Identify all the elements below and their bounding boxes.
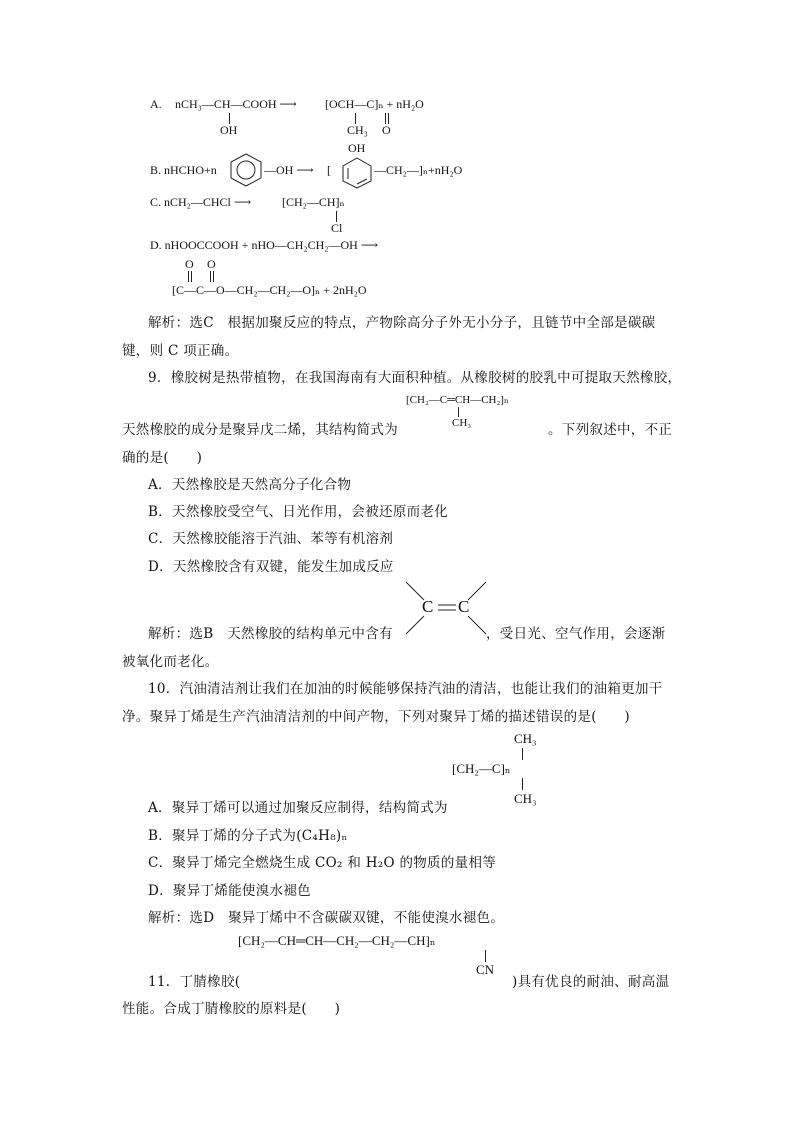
bond-line (522, 748, 523, 760)
option-c: C．天然橡胶能溶于汽油、苯等有机溶剂 (148, 531, 394, 547)
option-b: B．聚异丁烯的分子式为(C₄H₈)ₙ (148, 828, 348, 844)
q8-a-o: O (382, 123, 391, 137)
question-stem: 净。聚异丁烯是生产汽油清洁剂的中间产物，下列对聚异丁烯的描述错误的是( ) (122, 709, 630, 725)
question-stem: 天然橡胶的成分是聚异戊二烯，其结构简式为 (122, 422, 398, 438)
benzene-ring-icon (340, 156, 374, 190)
q8-a-oh: OH (220, 123, 238, 137)
q10-ch3-top: CH₃ (514, 731, 537, 746)
option-d: D．聚异丁烯能使溴水褪色 (148, 883, 311, 899)
q11-cn: CN (476, 962, 495, 977)
cc-left-atom: C (422, 597, 434, 616)
q8-a-ch3: CH₃ (347, 123, 368, 137)
q8-c-product: [CH₂—CH]ₙ (282, 195, 345, 209)
analysis-text: 解析：选C 根据加聚反应的特点，产物除高分子外无小分子，且链节中全部是碳碳 (148, 315, 656, 331)
bond-line (458, 407, 459, 417)
bond-line (485, 950, 486, 962)
q8-a-label: A. (150, 97, 162, 111)
bond-line (191, 271, 192, 282)
q8-b-product-oh: OH (348, 141, 366, 155)
analysis-text: 解析：选B 天然橡胶的结构单元中含有 (148, 626, 393, 642)
option-d: D．天然橡胶含有双键，能发生加成反应 (148, 559, 394, 575)
q11-formula: [CH₂—CH═CH—CH₂—CH₂—CH]ₙ (238, 933, 436, 948)
q10-ch3-bottom: CH₃ (514, 791, 537, 806)
q8-c-label: C. nCH₂—CHCl ⟶ (150, 195, 252, 209)
analysis-text: ，受日光、空气作用，会逐渐 (486, 626, 666, 642)
option-c: C．聚异丁烯完全燃烧生成 CO₂ 和 H₂O 的物质的量相等 (148, 855, 497, 871)
question-stem: 9．橡胶树是热带植物，在我国海南有大面积种植。从橡胶树的胶乳中可提取天然橡胶， (148, 370, 682, 386)
q9-formula-ch3: CH₃ (452, 417, 472, 429)
q8-b-oh: —OH ⟶ (264, 163, 314, 177)
question-stem: 11．丁腈橡胶( (148, 974, 241, 990)
question-stem: 。下列叙述中，不正 (548, 422, 673, 438)
option-a: A．聚异丁烯可以通过加聚反应制得，结构简式为 (148, 800, 448, 816)
q8-b-bracket: [ (327, 163, 331, 177)
option-b: B．天然橡胶受空气、日光作用，会被还原而老化 (148, 504, 449, 520)
analysis-text: 解析：选D 聚异丁烯中不含碳碳双键，不能使溴水褪色。 (148, 910, 505, 926)
q8-d-label: D. nHOOCCOOH + nHO—CH₂CH₂—OH ⟶ (150, 238, 379, 252)
q8-b-product-tail: —CH₂—]ₙ+nH₂O (374, 163, 463, 177)
question-stem: 性能。合成丁腈橡胶的原料是( ) (122, 1001, 341, 1017)
cc-right-atom: C (458, 597, 470, 616)
q10-formula: [CH₂—C]ₙ (452, 761, 511, 776)
q8-b-label: B. nHCHO+n (150, 163, 217, 177)
analysis-text: 被氧化而老化。 (122, 654, 219, 670)
bond-line (522, 778, 523, 790)
q8-d-o2: O (207, 257, 216, 271)
q8-a-reactant: nCH₃—CH—COOH ⟶ (175, 97, 297, 111)
q9-formula: [CH₂—C═CH—CH₂]ₙ (406, 394, 509, 406)
question-stem: )具有优良的耐油、耐高温 (512, 974, 670, 990)
question-stem: 确的是( ) (122, 450, 203, 466)
question-stem: 10．汽油清洁剂让我们在加油的时候能够保持汽油的清洁，也能让我们的油箱更加干 (148, 681, 663, 697)
q8-d-o1: O (185, 257, 194, 271)
option-a: A．天然橡胶是天然高分子化合物 (148, 477, 352, 493)
bond-line (188, 271, 189, 282)
q8-d-product: [C—C—O—CH₂—CH₂—O]ₙ + 2nH₂O (172, 283, 367, 297)
q8-a-product: [OCH—C]ₙ + nH₂O (325, 97, 424, 111)
benzene-ring-icon (228, 152, 264, 188)
analysis-text: 键，则 C 项正确。 (122, 343, 239, 359)
bond-line (213, 271, 214, 282)
bond-line (210, 271, 211, 282)
q8-c-cl: Cl (331, 221, 343, 235)
double-bond-diagram (400, 580, 492, 638)
